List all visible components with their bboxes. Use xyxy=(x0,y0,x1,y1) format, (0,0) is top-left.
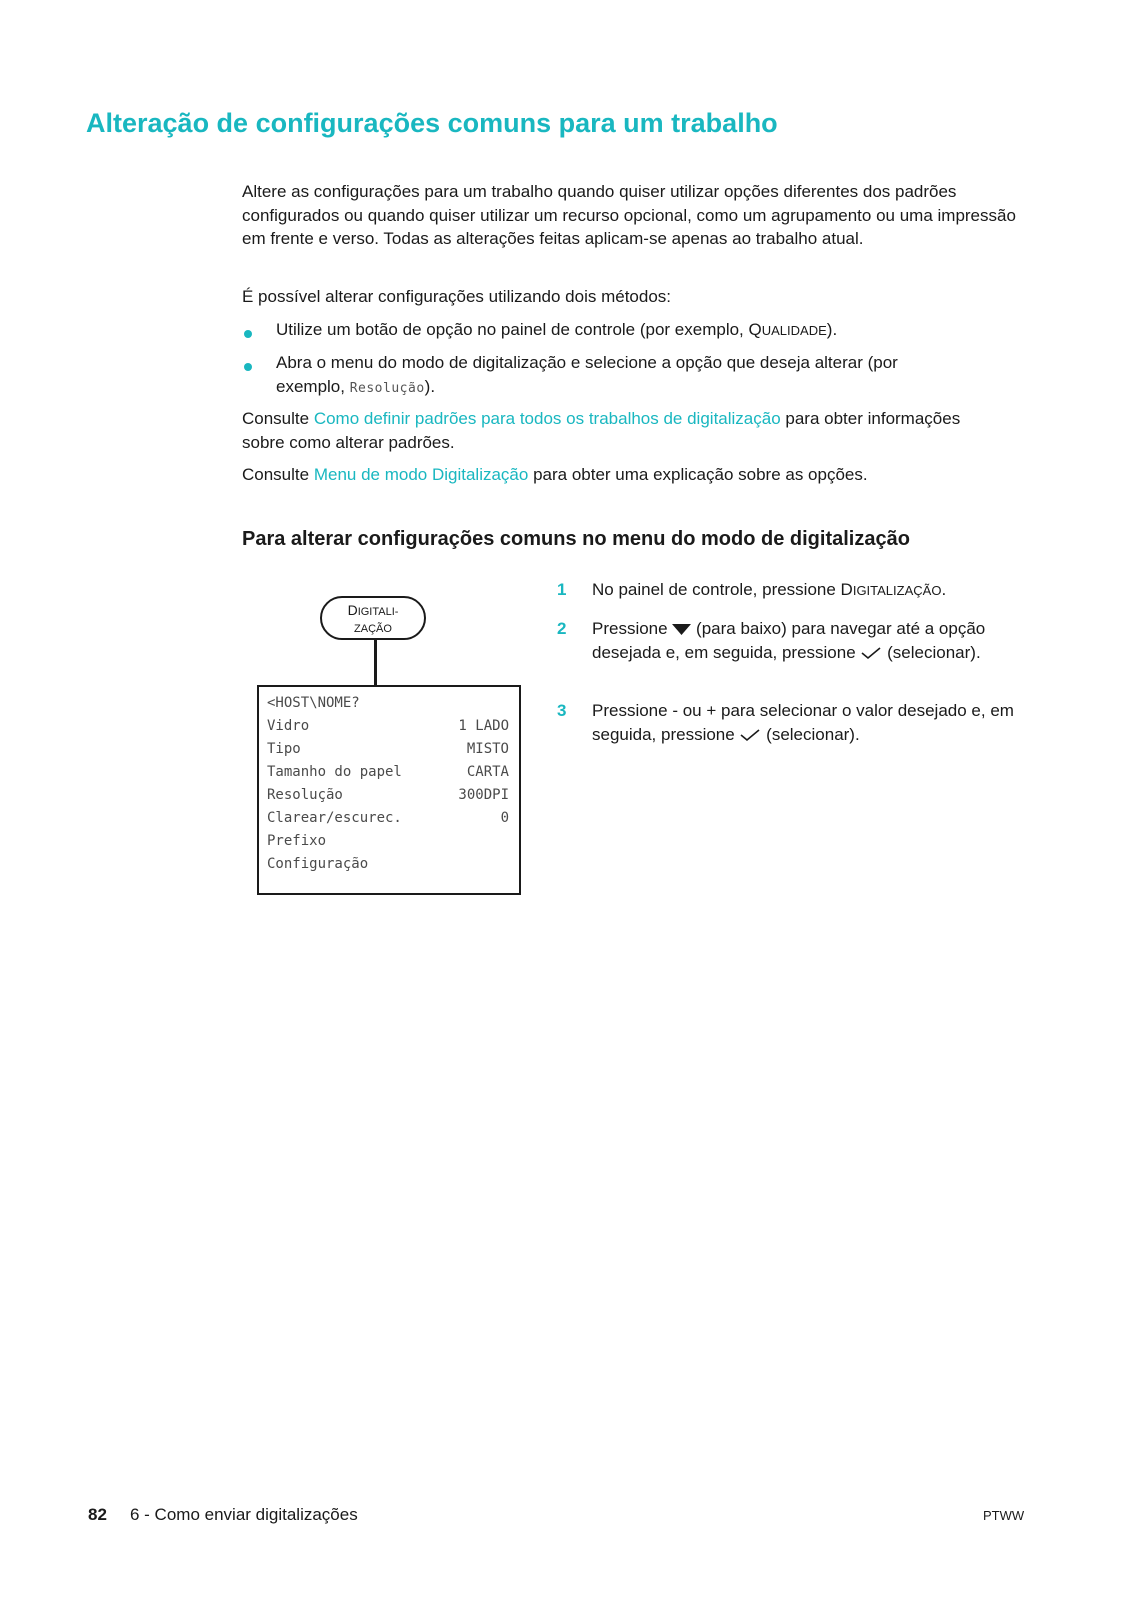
lcd-row: Resolução 300DPI xyxy=(267,787,509,803)
step-number: 3 xyxy=(557,701,567,720)
connector-line xyxy=(374,640,377,685)
step-2: Pressione (para baixo) para navegar até a opção desejada e, em seguida, pressione (selecionar). xyxy=(592,619,986,662)
step-number: 2 xyxy=(557,619,567,638)
lcd-row: Clarear/escurec. 0 xyxy=(267,810,509,826)
section-subheading: Para alterar configurações comuns no menu do modo de digitalização xyxy=(242,528,910,550)
lcd-row: Vidro 1 LADO xyxy=(267,718,509,734)
lcd-row: Tipo MISTO xyxy=(267,741,509,757)
step-number: 1 xyxy=(557,580,567,599)
bullet-dot xyxy=(244,330,252,338)
page-number: 82 xyxy=(88,1505,107,1524)
lcd-row: <HOST\NOME? xyxy=(267,695,360,711)
link-defaults[interactable]: Como definir padrões para todos os trabalhos de digitalização xyxy=(313,409,781,428)
down-arrow-icon xyxy=(672,619,691,638)
lcd-word: Resolução xyxy=(349,380,425,396)
page-title: Alteração de configurações comuns para um trabalho xyxy=(86,108,778,138)
lcd-row: Tamanho do papel CARTA xyxy=(267,764,509,780)
bullet-dot xyxy=(244,363,252,371)
checkmark-icon xyxy=(739,725,761,744)
intro-paragraph: Altere as configurações para um trabalho quando quiser utilizar opções diferentes dos padrões configurados ou quando quiser utilizar um recurso opcional, como um agrupamento ou uma impressão em frente e verso. Todas as alterações feitas aplicam-se apenas ao trabalho atual. xyxy=(242,182,1016,248)
checkmark-icon xyxy=(860,643,882,662)
see-also-menu: Consulte Menu de modo Digitalização para obter uma explicação sobre as opções. xyxy=(242,465,868,484)
step-3: Pressione - ou + para selecionar o valor desejado e, em seguida, pressione (selecionar). xyxy=(592,701,1014,744)
step-1: No painel de controle, pressione DIGITALIZAÇÃO. xyxy=(592,580,947,599)
methods-intro: É possível alterar configurações utilizando dois métodos: xyxy=(242,287,672,306)
locale-code: PTWW xyxy=(983,1508,1025,1523)
bullet-item-2: Abra o menu do modo de digitalização e selecione a opção que deseja alterar (por exemplo, Resolução). xyxy=(276,353,898,396)
digitalizacao-button-illustration: DIGITALI- ZAÇÃO xyxy=(320,596,426,640)
lcd-row: Prefixo xyxy=(267,833,327,849)
bullet-item-1: Utilize um botão de opção no painel de controle (por exemplo, QUALIDADE). xyxy=(276,320,838,339)
lcd-row: Configuração xyxy=(267,856,369,872)
lcd-display xyxy=(257,685,521,895)
see-also-defaults: Consulte Como definir padrões para todos os trabalhos de digitalização para obter informações sobre como alterar padrões. xyxy=(242,409,961,452)
chapter-title: 6 - Como enviar digitalizações xyxy=(130,1505,358,1524)
link-scan-menu[interactable]: Menu de modo Digitalização xyxy=(313,465,529,484)
